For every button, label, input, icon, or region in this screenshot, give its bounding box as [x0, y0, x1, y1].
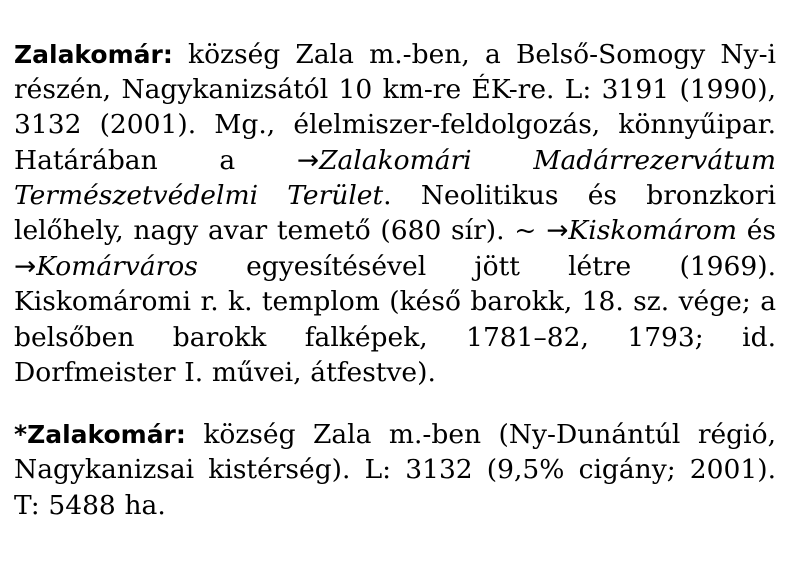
- cross-reference-arrow-icon: →: [546, 215, 569, 247]
- cross-reference-kiskomarom[interactable]: Kiskomárom: [568, 215, 737, 247]
- entry-text-starred: község Zala m.-ben (Ny-Dunántúl régió, Nagykanizsai kistérség). L: 3132 (9,5% cigány; 2001). T: 5488 ha.: [14, 418, 776, 521]
- entry-headword-starred: *Zalakomár:: [14, 419, 186, 449]
- dictionary-entry: [14, 37, 776, 391]
- entry-text-1: község Zala m.-ben, a Belső-Somogy Ny-i részén, Nagykanizsától 10 km-re ÉK-re. L: 3191 (1990), 3132 (2001). Mg., élelmiszer-feldolgozás, könnyűipar. Határában a: [14, 38, 776, 176]
- cross-reference-arrow-icon: →: [14, 250, 37, 282]
- cross-reference-madarrezervatum[interactable]: Zalakomári Madárrezervátum Természetvédelmi Terület: [14, 144, 776, 211]
- entry-text-4: egyesítésével jött létre (1969). Kiskomáromi r. k. templom (késő barokk, 18. sz. vége; a belsőben barokk falképek, 1781–82, 1793; id. Dorfmeister I. művei, átfestve).: [14, 250, 776, 388]
- entry-text-3: és: [736, 215, 776, 247]
- entry-text-2: . Neolitikus és bronzkori lelőhely, nagy avar temető (680 sír). ~: [14, 180, 776, 247]
- entry-headword: Zalakomár:: [14, 39, 173, 69]
- cross-reference-komarvaros[interactable]: Komárváros: [36, 250, 198, 282]
- cross-reference-arrow-icon: →: [296, 144, 320, 176]
- dictionary-entry-starred: [14, 417, 776, 523]
